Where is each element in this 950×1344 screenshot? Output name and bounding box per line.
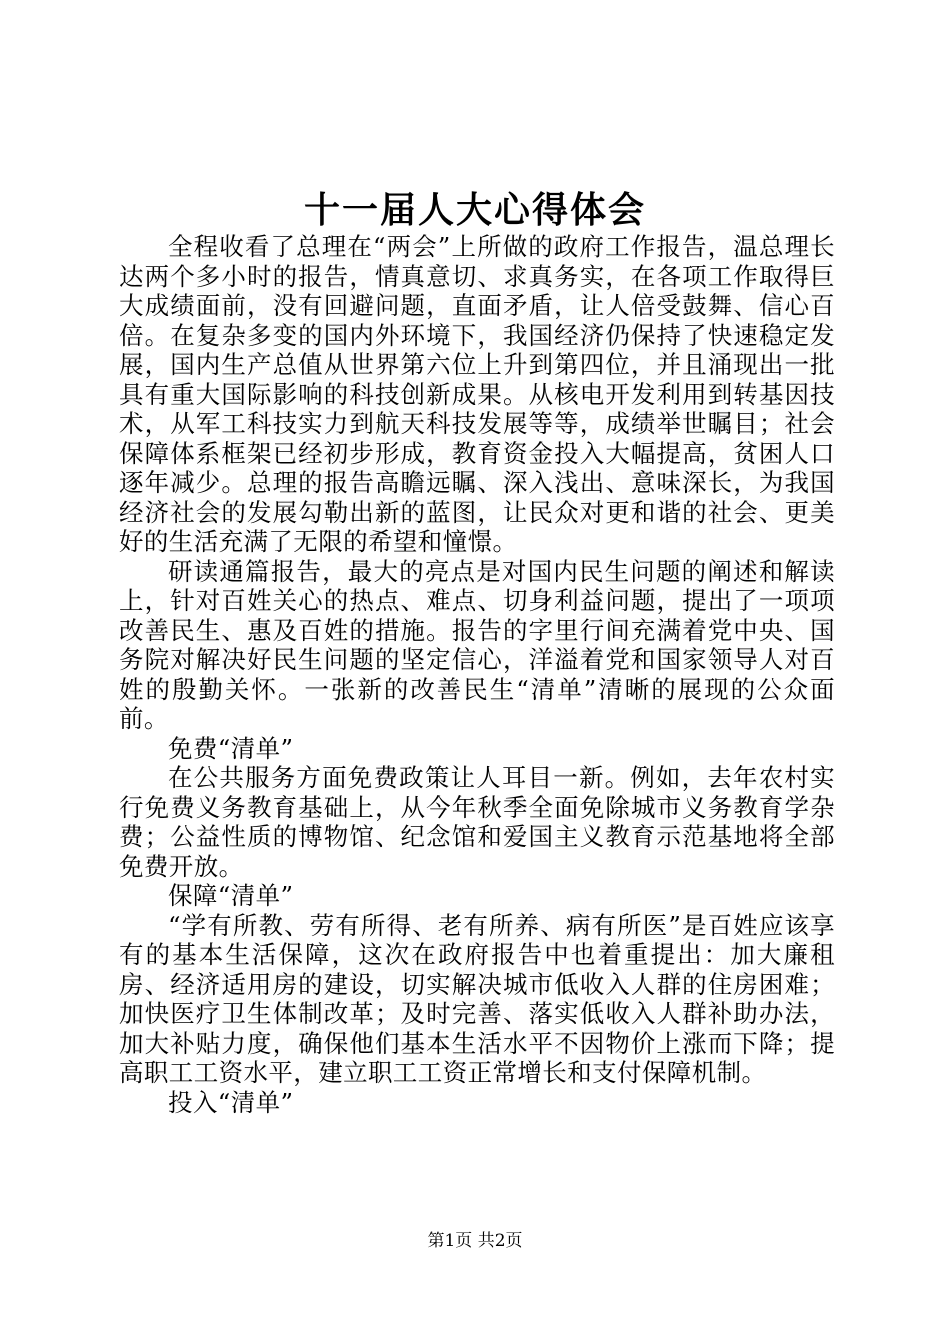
- paragraph: “学有所教、劳有所得、老有所养、病有所医”是百姓应该享有的基本生活保障，这次在政府报告中也着重提出：加大廉租房、经济适用房的建设，切实解决城市低收入人群的住房困难；加快医疗卫生体制改革；及时完善、落实低收入人群补助办法，加大补贴力度，确保他们基本生活水平不因物价上涨而下降；提高职工工资水平，建立职工工资正常增长和支付保障机制。: [119, 910, 835, 1087]
- paragraph: 在公共服务方面免费政策让人耳目一新。例如，去年农村实行免费义务教育基础上，从今年秋季全面免除城市义务教育学杂费；公益性质的博物馆、纪念馆和爱国主义教育示范基地将全部免费开放。: [119, 763, 835, 881]
- document-title: 十一届人大心得体会: [303, 189, 646, 231]
- section-heading: 投入“清单”: [168, 1087, 294, 1117]
- document-body: [119, 232, 835, 1117]
- section-heading: 保障“清单”: [168, 881, 294, 910]
- section-heading: 免费“清单”: [168, 733, 294, 763]
- paragraph: 全程收看了总理在“两会”上所做的政府工作报告，温总理长达两个多小时的报告，情真意切、求真务实，在各项工作取得巨大成绩面前，没有回避问题，直面矛盾，让人倍受鼓舞、信心百倍。在复杂多变的国内外环境下，我国经济仍保持了快速稳定发展，国内生产总值从世界第六位上升到第四位，并且涌现出一批具有重大国际影响的科技创新成果。从核电开发利用到转基因技术，从军工科技实力到航天科技发展等等，成绩举世瞩目；社会保障体系框架已经初步形成，教育资金投入大幅提高，贫困人口逐年减少。总理的报告高瞻远瞩、深入浅出、意味深长，为我国经济社会的发展勾勒出新的蓝图，让民众对更和谐的社会、更美好的生活充满了无限的希望和憧憬。: [119, 232, 835, 556]
- page-footer: 第1页 共2页: [427, 1231, 523, 1251]
- paragraph: 研读通篇报告，最大的亮点是对国内民生问题的阐述和解读上，针对百姓关心的热点、难点、切身利益问题，提出了一项项改善民生、惠及百姓的措施。报告的字里行间充满着党中央、国务院对解决好民生问题的坚定信心，洋溢着党和国家领导人对百姓的殷勤关怀。一张新的改善民生“清单”清晰的展现的公众面前。: [119, 556, 835, 733]
